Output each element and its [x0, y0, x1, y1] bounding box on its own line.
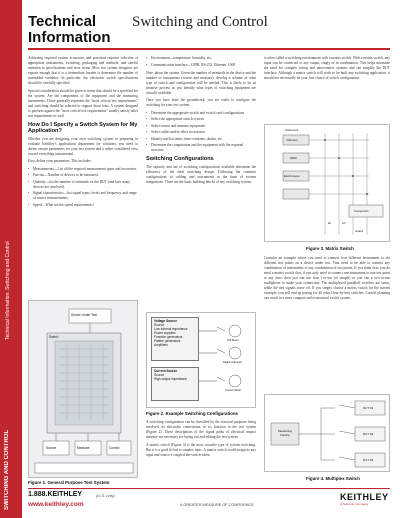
column-1 [28, 56, 138, 211]
fig2-right-label: Current Meter [225, 389, 241, 392]
page-title: Switching and Control [132, 14, 268, 30]
list-item: • Determine the computation and the equipment with the required structure [146, 143, 256, 153]
fig4-label: Measuring Device [277, 429, 292, 437]
list-item: • Measurements—List all the required measurement types and accuracies. [28, 167, 138, 172]
list-item: • Select cables and/or other accessories [146, 130, 256, 135]
fig3-label: LO [342, 221, 346, 225]
fig2-voltage-line: Source [154, 323, 165, 327]
list-item: • Quantity—list the number of terminals on the DUT (and how many devices are involved). [28, 180, 138, 190]
paragraph: A matrix switch (Figure 3) is the most versatile type of system switching. But it is a good fit but a complex topic. A matrix switch could assign its any input and source a coupled-the-switch when. [146, 442, 256, 457]
section-heading: How Do I Specify a Switch System for My Application? [28, 121, 138, 134]
fig2-voltage-title: Voltage Source [154, 319, 177, 323]
fig3-label: Component [354, 209, 369, 213]
footer-phone: 1.888.KEITHLEY [28, 491, 83, 498]
section-heading: Switching Configurations [146, 156, 214, 162]
paragraph: Once you have done the groundwork, you are ready to configure the switching for your test system: [146, 98, 256, 107]
fig1-label-switch: Switch [49, 335, 59, 339]
figure-3-svg [265, 125, 391, 243]
fig2-voltage-line: Amplifiers [154, 343, 168, 347]
footer-tagline: A GREATER MEASURE OF CONFIDENCE [180, 503, 254, 507]
fig1-label-dut: Device Under Test [71, 313, 97, 317]
fig2-voltage-line: Low internal impedance [154, 327, 188, 331]
fig4-label: DUT #1 [363, 406, 374, 410]
logo-subtext: A Tektronix Company [340, 502, 369, 506]
paragraph: Special consideration should be given to items that should be a specified for the system. Are the components of the equipment and the measuring instruments. Those generally represent the "most critical test requirements" and switching should be selected to support those tests. A system designed to perform against the "most critical test requirements" usually satisfy other test requirements as well. [28, 88, 138, 118]
fig2-voltage-line: Power supplies [154, 331, 176, 335]
fig3-label: Instrument [285, 128, 299, 132]
fig3-label: HI [328, 221, 331, 225]
bullet-list [28, 167, 138, 208]
fig4-label: DUT #3 [363, 458, 374, 462]
fig3-label: Guard [355, 229, 363, 233]
figure-4-caption: Figure 4. Multiplex Switch [306, 476, 360, 481]
list-item: • Select source and measure equipment [146, 124, 256, 129]
paragraph: Consider an example where you need to connect four different instruments to ten different test points on a device under test. Your need to be able to connect any combination of instruments to any combination of test points. If you think first, you do need a matrix switch that, if you only need to connect one instrument to one test point at any time, then you can use four 1-to-ten (or simple) or you can a two-to-one multiplexer to make your connection. The multiplexed (parallel) switches are faster, while the tied signals come off. If you simply choose a matrix switch for the current example, you will end up paying for 40 relay (four-by-ten) switches. Careful planning can result in a more compact and economical switch system. [264, 256, 390, 300]
paragraph: is often called a switching environment with a matrix switch. With a matrix switch, any input can be connected to any output, singly or in combination. This helps minimize the need for complex wiring and interconnect systems and can simplify the DUT interface. Although a matrix switch will work to be built any switching application, it should not necessarily be your first choice of switch configuration. [264, 56, 390, 80]
figure-2-diagram [146, 312, 256, 408]
fig2-current-line: High output impedance [154, 377, 187, 381]
keithley-logo [340, 492, 390, 508]
fig1-label-source: Source [46, 446, 57, 450]
bullet-list [146, 111, 256, 154]
header-divider [28, 48, 390, 50]
list-item: • Speed—What are the speed requirements? [28, 203, 138, 208]
fig3-label: Electrometer [284, 174, 300, 178]
column-3 [264, 56, 390, 84]
figure-1-diagram [28, 300, 138, 478]
paragraph: Note, about the system. Given the number of terminals in the device and the number of instruments (source and measure), develop a scheme of what type of switch and configuration will be needed. This is likely to be an iterative process as you identify what types of switching equipment are actually available. [146, 70, 256, 95]
fig3-label: DMM [290, 156, 297, 160]
column-2 [146, 56, 256, 187]
section-title: Technical Information [28, 13, 111, 46]
figure-1-caption: Figure 1. General Purpose Test System [28, 480, 110, 485]
footer-url-link[interactable]: www.keithley.com [28, 501, 84, 508]
fig2-current-line: Source [154, 373, 165, 377]
figure-2-caption: Figure 2. Example Switching Configurations [146, 411, 238, 416]
list-item: • Environment—temperature, humidity, etc. [146, 56, 256, 61]
sidebar-section-label: SWITCHING AND CONTROL [4, 429, 10, 510]
list-item: • Identify and list times, time constants, diodes, etc. [146, 137, 256, 142]
paragraph: First, define your parameters. This includes: [28, 159, 92, 163]
fig2-current-title: Current Source [154, 369, 178, 373]
fig2-voltage-line: Pattern generators [154, 339, 181, 343]
paragraph: The capacity and use of switching configurations available determine the efficiency of the final switching design. Following the common configurations of cabling and instruments in the form of system integrations. Three are the basic building blocks of any switching system. [146, 164, 256, 184]
column-2-continued [146, 420, 256, 460]
figure-4-diagram [264, 394, 390, 472]
paragraph: Achieving required system accuracies and precision requires selection of appropriate instruments, switching, packaging and methods, and careful attention to specifications and error terms. Most test system designers are experts enough that it is a tremendous burden to determine the number of assembled variables. In particular, the electronic switch specifications should be carefully specified. [28, 56, 138, 85]
fig4-label: DUT #2 [363, 432, 374, 436]
bullet-list [146, 56, 256, 68]
fig3-label: Voltmeter [286, 138, 298, 142]
paragraph: A switching configuration can be classified by the classical purposes being involved, its electronic connections, or its function in the test system (Figure 2). These descriptions of the signal paths of electrical impact measure are necessary for laying out and editing the test system. [146, 420, 256, 439]
paragraph: Whether you are designing your own switching system or preparing to evaluate Keithley's applications department for solutions, you need to define certain parameters for your test system and a rather considered view toward everything instrumental. [28, 136, 138, 156]
fig1-label-measure: Measure [77, 446, 90, 450]
list-item: • Select the appropriate switch system [146, 117, 256, 122]
list-item: • Fan-out—Number of devices to be measured. [28, 173, 138, 178]
sidebar-title: Technical Information: Switching and Control [5, 241, 11, 340]
list-item: • Determine the appropriate switch and switch card configurations [146, 111, 256, 116]
footer-divider [28, 488, 390, 489]
fig1-label-control: Control [109, 446, 120, 450]
list-item: • Communication interface—GPIB, RS-232, Ethernet, USB [146, 63, 256, 68]
logo-text: KEITHLEY [340, 492, 389, 502]
column-3-continued [264, 256, 390, 304]
fig2-right-label: Digital Voltmeter [223, 361, 242, 364]
fig2-right-label: Volt Meter [227, 339, 239, 342]
list-item: • Signal characteristics—list signal types, levels and frequency, and range of source measurements. [28, 191, 138, 201]
figure-3-diagram [264, 124, 390, 242]
footer-phone-tag: (U.S. only) [96, 493, 115, 498]
figure-3-caption: Figure 3. Matrix Switch [306, 246, 354, 251]
figure-1-svg [29, 301, 139, 479]
fig2-voltage-line: Function generators [154, 335, 183, 339]
